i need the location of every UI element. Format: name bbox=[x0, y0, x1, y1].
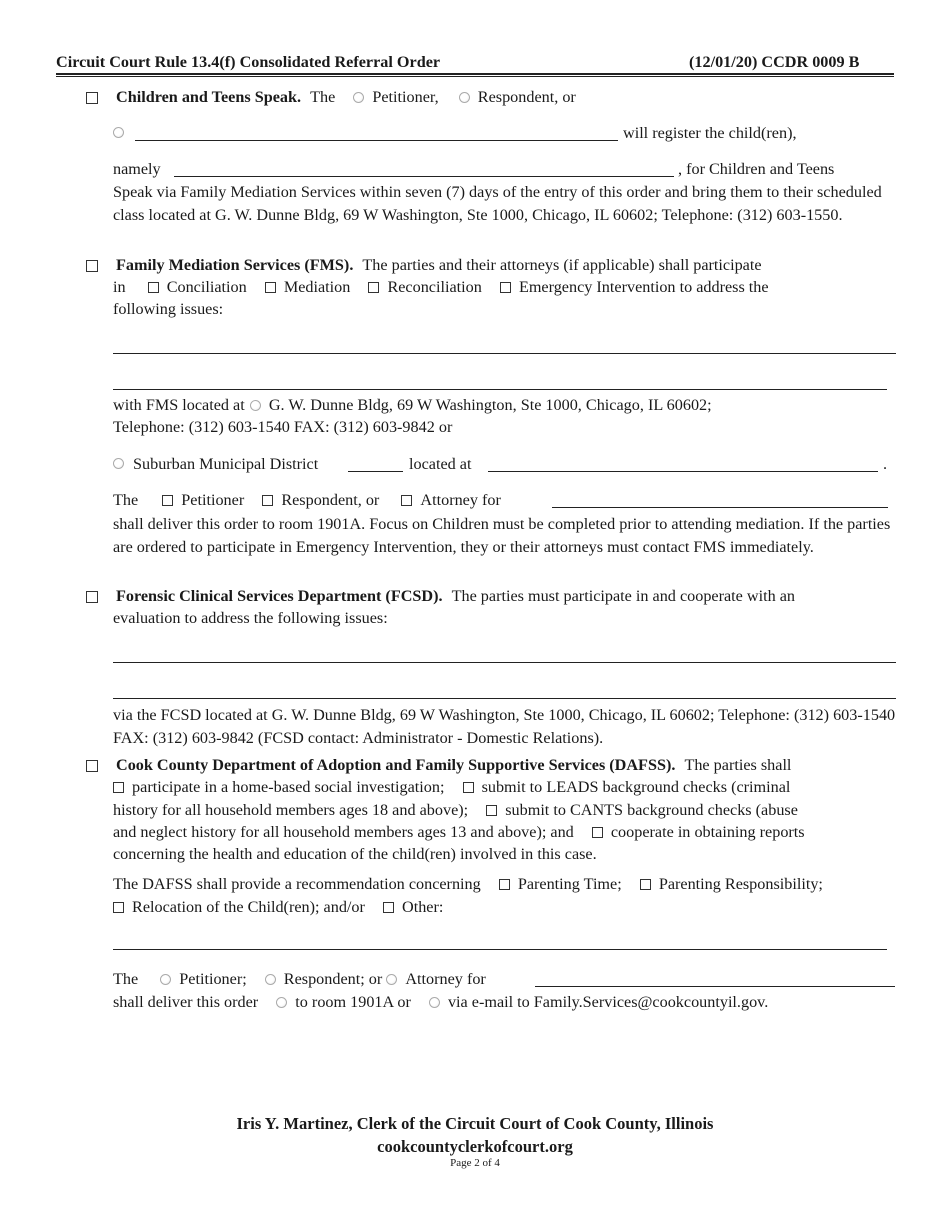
dafss-home-checkbox[interactable] bbox=[113, 782, 124, 793]
fcsd-heading: Forensic Clinical Services Department (FCSD). bbox=[116, 587, 443, 605]
header-rule-thin bbox=[56, 76, 894, 77]
fms-location-line bbox=[113, 396, 712, 415]
dafss-line1 bbox=[116, 756, 791, 775]
fms-attorney-label: Attorney for bbox=[420, 491, 501, 509]
cats-respondent-radio[interactable] bbox=[459, 92, 470, 103]
footer-website: cookcountyclerkofcourt.org bbox=[377, 1137, 573, 1156]
dafss-cants-checkbox[interactable] bbox=[486, 805, 497, 816]
fms-deliver-line bbox=[113, 491, 501, 510]
fms-respondent-label: Respondent, or bbox=[281, 491, 380, 509]
cats-heading: Children and Teens Speak. bbox=[116, 88, 302, 106]
fms-dunne-radio[interactable] bbox=[250, 400, 261, 411]
dafss-respondent-label: Respondent; or bbox=[283, 970, 383, 988]
dafss-petitioner-radio[interactable] bbox=[160, 974, 171, 985]
fms-issues-field-2[interactable] bbox=[113, 389, 887, 390]
dafss-line3 bbox=[113, 801, 798, 820]
fms-location: G. W. Dunne Bldg, 69 W Washington, Ste 1000, Chicago, IL 60602; bbox=[268, 396, 712, 414]
dafss-parties-shall: The parties shall bbox=[684, 756, 792, 774]
fms-following: following issues: bbox=[113, 300, 224, 318]
dafss-recommend-line bbox=[113, 875, 823, 894]
fcsd-intro2: evaluation to address the following issues: bbox=[113, 609, 388, 627]
dafss-petitioner-label: Petitioner; bbox=[179, 970, 247, 988]
dafss-room-label: to room 1901A or bbox=[295, 993, 411, 1011]
dafss-cants-cont: and neglect history for all household members ages 13 and above); and bbox=[113, 823, 574, 841]
dafss-other-field[interactable] bbox=[113, 949, 887, 950]
cats-body: Speak via Family Mediation Services within seven (7) days of the entry of this order and bring them to their scheduled class located at G. W. Dunne Bldg, 69 W Washington, Ste 1000, Chicago, IL 60602; Telephone: (312) 603-1550. bbox=[113, 183, 882, 224]
dafss-recommend: The DAFSS shall provide a recommendation concerning bbox=[113, 875, 481, 893]
dafss-attorney-for-field[interactable] bbox=[535, 986, 895, 987]
dafss-line2 bbox=[113, 778, 790, 797]
dafss-deliver: shall deliver this order bbox=[113, 993, 259, 1011]
fcsd-issues-field-1[interactable] bbox=[113, 662, 896, 663]
fms-located-prefix: with FMS located at bbox=[113, 396, 245, 414]
fms-heading: Family Mediation Services (FMS). bbox=[116, 256, 354, 274]
fms-options bbox=[113, 278, 769, 297]
dafss-room-radio[interactable] bbox=[276, 997, 287, 1008]
cats-for: , for Children and Teens bbox=[678, 160, 835, 178]
fcsd-issues-field-2[interactable] bbox=[113, 698, 896, 699]
dafss-other-checkbox[interactable] bbox=[383, 902, 394, 913]
form-title: Circuit Court Rule 13.4(f) Consolidated Referral Order bbox=[56, 53, 441, 71]
cats-line1 bbox=[116, 88, 576, 107]
cats-namely: namely bbox=[113, 160, 161, 178]
fms-intro: The parties and their attorneys (if applicable) shall participate bbox=[362, 256, 762, 274]
cats-other-name-field[interactable] bbox=[135, 140, 618, 141]
fms-attorney-checkbox[interactable] bbox=[401, 495, 412, 506]
fcsd-intro: The parties must participate in and cooperate with an bbox=[451, 587, 796, 605]
fcsd-checkbox[interactable] bbox=[86, 591, 98, 603]
fms-suburban-label: Suburban Municipal District bbox=[133, 455, 319, 473]
fms-conciliation-checkbox[interactable] bbox=[148, 282, 159, 293]
dafss-parenting-time-checkbox[interactable] bbox=[499, 879, 510, 890]
cats-respondent-label: Respondent, or bbox=[477, 88, 576, 106]
dafss-email-radio[interactable] bbox=[429, 997, 440, 1008]
dafss-reports-cont: concerning the health and education of the child(ren) involved in this case. bbox=[113, 845, 597, 863]
fms-district-number-field[interactable] bbox=[348, 471, 403, 472]
cats-other-radio[interactable] bbox=[113, 127, 124, 138]
cats-petitioner-radio[interactable] bbox=[353, 92, 364, 103]
dafss-checkbox[interactable] bbox=[86, 760, 98, 772]
dafss-parenting-resp-checkbox[interactable] bbox=[640, 879, 651, 890]
fms-line1 bbox=[116, 256, 762, 275]
dafss-relocation-label: Relocation of the Child(ren); and/or bbox=[132, 898, 365, 916]
fms-in: in bbox=[113, 278, 126, 296]
dafss-deliver-line2 bbox=[113, 993, 768, 1012]
dafss-other-label: Other: bbox=[402, 898, 444, 916]
fms-suburban-location-field[interactable] bbox=[488, 471, 878, 472]
header-rule bbox=[56, 73, 894, 75]
cats-petitioner-label: Petitioner, bbox=[372, 88, 439, 106]
cats-children-names-field[interactable] bbox=[174, 176, 674, 177]
fms-mediation-checkbox[interactable] bbox=[265, 282, 276, 293]
dafss-relocation-line bbox=[113, 898, 443, 917]
fms-mediation-label: Mediation bbox=[283, 278, 351, 296]
fms-issues-field-1[interactable] bbox=[113, 353, 896, 354]
dafss-parenting-resp-label: Parenting Responsibility; bbox=[658, 875, 823, 893]
fms-the: The bbox=[113, 491, 139, 509]
fms-deliver-text: shall deliver this order to room 1901A. Focus on Children must be completed prior to attending mediation. If the parties are ordered to participate in Emergency Intervention, they or their attorneys must contact FMS immediately. bbox=[113, 515, 891, 556]
fms-suburban-radio[interactable] bbox=[113, 458, 124, 469]
dafss-heading: Cook County Department of Adoption and Family Supportive Services (DAFSS). bbox=[116, 756, 676, 774]
dafss-attorney-radio[interactable] bbox=[386, 974, 397, 985]
fms-attorney-for-field[interactable] bbox=[552, 507, 888, 508]
dafss-respondent-radio[interactable] bbox=[265, 974, 276, 985]
dafss-leads-label: submit to LEADS background checks (criminal bbox=[481, 778, 791, 796]
dafss-relocation-checkbox[interactable] bbox=[113, 902, 124, 913]
dafss-email-label: via e-mail to Family.Services@cookcountyil.gov. bbox=[447, 993, 769, 1011]
fcsd-via: via the FCSD located at G. W. Dunne Bldg, 69 W Washington, Ste 1000, Chicago, IL 60602; Telephone: (312) 603-1540 FAX: (312) 603-9842 (FCSD contact: Administrator - Domestic Relations). bbox=[113, 706, 896, 747]
cats-the: The bbox=[310, 88, 336, 106]
fms-phone: Telephone: (312) 603-1540 FAX: (312) 603-9842 or bbox=[113, 418, 453, 436]
dafss-line4 bbox=[113, 823, 805, 842]
dafss-reports-label: cooperate in obtaining reports bbox=[610, 823, 805, 841]
fms-emergency-checkbox[interactable] bbox=[500, 282, 511, 293]
dafss-attorney-label: Attorney for bbox=[405, 970, 486, 988]
fcsd-line1 bbox=[116, 587, 795, 606]
fms-reconciliation-label: Reconciliation bbox=[387, 278, 482, 296]
fms-emergency-label: Emergency Intervention to address the bbox=[518, 278, 769, 296]
fms-petitioner-checkbox[interactable] bbox=[162, 495, 173, 506]
dafss-leads-cont: history for all household members ages 18 and above); bbox=[113, 801, 469, 819]
fms-petitioner-label: Petitioner bbox=[181, 491, 245, 509]
fms-conciliation-label: Conciliation bbox=[166, 278, 247, 296]
dafss-home-label: participate in a home-based social investigation; bbox=[132, 778, 445, 796]
fms-period: . bbox=[883, 455, 888, 473]
fms-reconciliation-checkbox[interactable] bbox=[368, 282, 379, 293]
footer-clerk: Iris Y. Martinez, Clerk of the Circuit Court of Cook County, Illinois bbox=[236, 1114, 714, 1133]
form-code: (12/01/20) CCDR 0009 B bbox=[689, 53, 860, 71]
footer-page-number: Page 2 of 4 bbox=[450, 1157, 500, 1169]
cats-checkbox[interactable] bbox=[86, 92, 98, 104]
dafss-deliver-line1 bbox=[113, 970, 486, 989]
fms-respondent-checkbox[interactable] bbox=[262, 495, 273, 506]
dafss-parenting-time-label: Parenting Time; bbox=[517, 875, 622, 893]
dafss-the: The bbox=[113, 970, 139, 988]
fms-checkbox[interactable] bbox=[86, 260, 98, 272]
dafss-leads-checkbox[interactable] bbox=[463, 782, 474, 793]
fms-located-at: located at bbox=[409, 455, 472, 473]
dafss-cants-label: submit to CANTS background checks (abuse bbox=[505, 801, 798, 819]
cats-will-register: will register the child(ren), bbox=[623, 124, 797, 142]
dafss-reports-checkbox[interactable] bbox=[592, 827, 603, 838]
